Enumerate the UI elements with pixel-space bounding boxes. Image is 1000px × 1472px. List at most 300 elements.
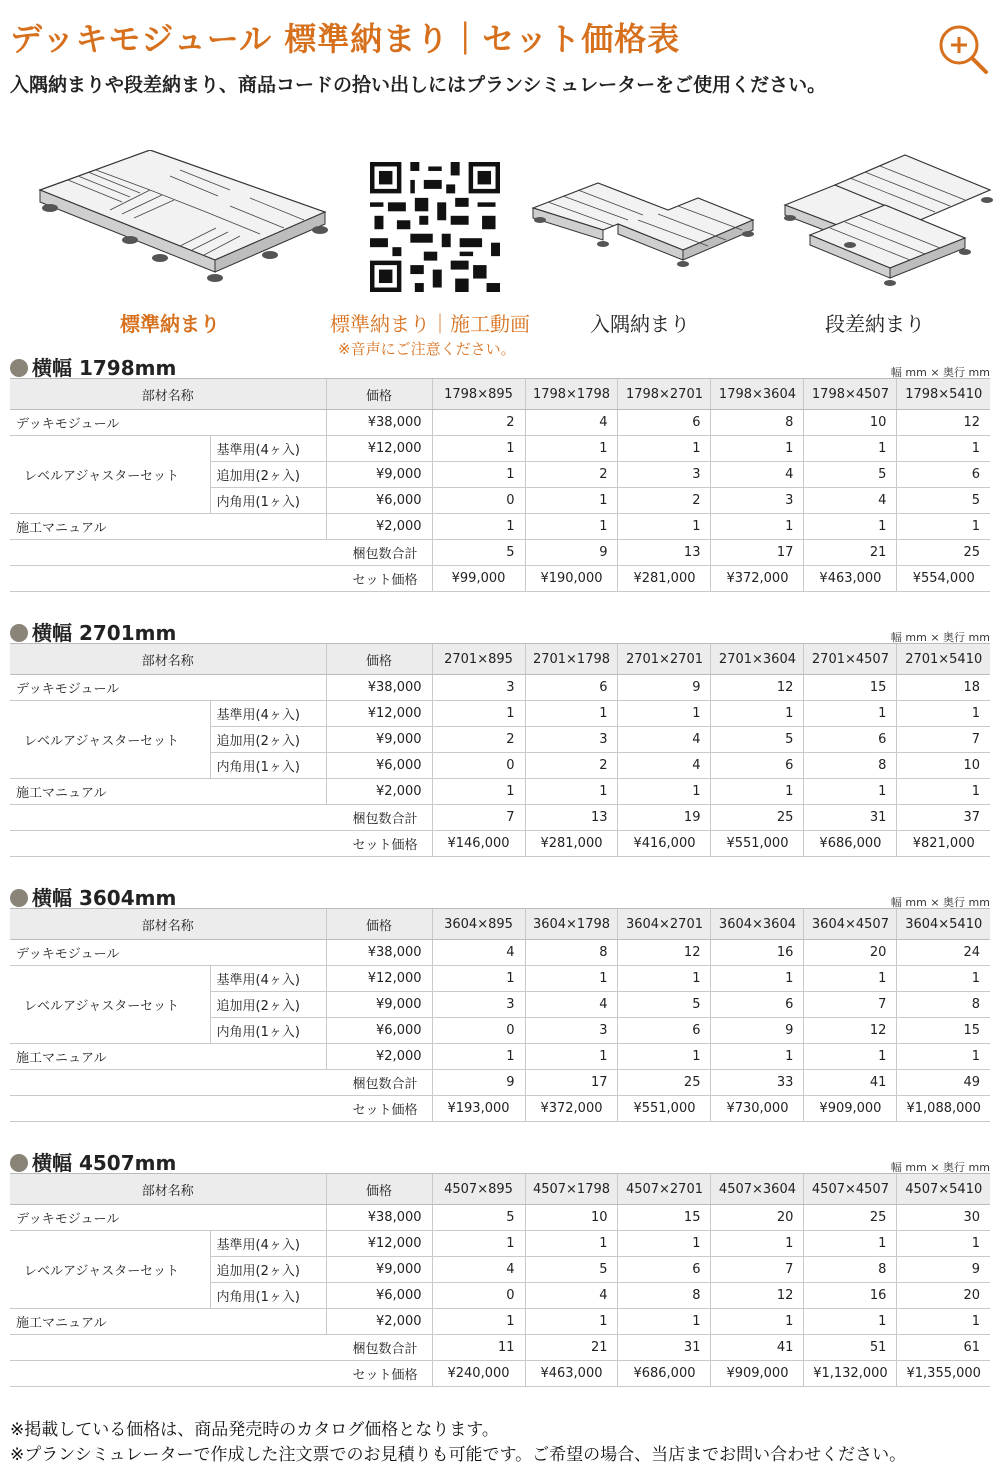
- col-name-header: 部材名称: [10, 644, 326, 675]
- deck-qty-cell: 30: [897, 1205, 990, 1231]
- deck-qty-cell: 2: [432, 410, 525, 436]
- table-row: [10, 1309, 990, 1335]
- add-qty-cell: 7: [804, 992, 897, 1018]
- inner-qty-cell: 0: [432, 1018, 525, 1044]
- inner-qty-cell: 4: [618, 753, 711, 779]
- col-price-header: 価格: [326, 909, 432, 940]
- std-qty-cell: 1: [618, 436, 711, 462]
- price-std: ¥12,000: [326, 966, 432, 992]
- std-qty-cell: 1: [525, 966, 618, 992]
- manual-qty-cell: 1: [804, 1044, 897, 1070]
- deck-qty-cell: 6: [525, 675, 618, 701]
- size-header: 4507×4507: [804, 1174, 897, 1205]
- deck-qty-cell: 3: [432, 675, 525, 701]
- table-header-row: [10, 1174, 990, 1205]
- size-header: 3604×5410: [897, 909, 990, 940]
- section-title: [10, 352, 176, 381]
- deck-qty-cell: 12: [711, 675, 804, 701]
- table-row: [10, 436, 990, 462]
- manual-qty-cell: 1: [711, 779, 804, 805]
- size-header: 2701×4507: [804, 644, 897, 675]
- row-label-std: 基準用(4ヶ入): [210, 436, 326, 462]
- table-row: [10, 831, 990, 857]
- deck-qty-cell: 18: [897, 675, 990, 701]
- price-deck: ¥38,000: [326, 1205, 432, 1231]
- row-label-set-price: セット価格: [326, 1361, 432, 1387]
- packages-qty-cell: 9: [525, 540, 618, 566]
- row-label-std: 基準用(4ヶ入): [210, 966, 326, 992]
- set_price-qty-cell: ¥686,000: [804, 831, 897, 857]
- unit-note: 幅 mm × 奥行 mm: [890, 1161, 990, 1174]
- std-qty-cell: 1: [804, 436, 897, 462]
- col-name-header: 部材名称: [10, 1174, 326, 1205]
- manual-qty-cell: 1: [897, 1044, 990, 1070]
- price-deck: ¥38,000: [326, 940, 432, 966]
- inner-qty-cell: 12: [711, 1283, 804, 1309]
- std-qty-cell: 1: [525, 436, 618, 462]
- deck-qty-cell: 8: [525, 940, 618, 966]
- add-qty-cell: 7: [711, 1257, 804, 1283]
- table-row: [10, 410, 990, 436]
- size-header: 1798×5410: [897, 379, 990, 410]
- price-inner: ¥6,000: [326, 1018, 432, 1044]
- add-qty-cell: 5: [525, 1257, 618, 1283]
- table-row: [10, 514, 990, 540]
- packages-qty-cell: 31: [804, 805, 897, 831]
- set_price-qty-cell: ¥1,132,000: [804, 1361, 897, 1387]
- table-row: [10, 1044, 990, 1070]
- set_price-qty-cell: ¥1,088,000: [897, 1096, 990, 1122]
- row-label-set-price: セット価格: [326, 831, 432, 857]
- row-label-inner: 内角用(1ヶ入): [210, 1018, 326, 1044]
- inner-qty-cell: 10: [897, 753, 990, 779]
- set_price-qty-cell: ¥99,000: [432, 566, 525, 592]
- add-qty-cell: 5: [711, 727, 804, 753]
- table-row: [10, 701, 990, 727]
- price-manual: ¥2,000: [326, 1309, 432, 1335]
- size-header: 2701×2701: [618, 644, 711, 675]
- size-header: 2701×1798: [525, 644, 618, 675]
- packages-qty-cell: 41: [804, 1070, 897, 1096]
- manual-qty-cell: 1: [711, 1309, 804, 1335]
- std-qty-cell: 1: [897, 1231, 990, 1257]
- inner-qty-cell: 3: [525, 1018, 618, 1044]
- inner-qty-cell: 8: [618, 1283, 711, 1309]
- add-qty-cell: 1: [432, 462, 525, 488]
- std-qty-cell: 1: [804, 1231, 897, 1257]
- set_price-qty-cell: ¥416,000: [618, 831, 711, 857]
- row-label-adjuster: レベルアジャスターセット: [10, 436, 210, 514]
- section-title-text: 横幅 3604mm: [32, 886, 177, 910]
- std-qty-cell: 1: [897, 966, 990, 992]
- size-header: 2701×5410: [897, 644, 990, 675]
- add-qty-cell: 3: [432, 992, 525, 1018]
- section-title: [10, 617, 176, 646]
- manual-qty-cell: 1: [525, 514, 618, 540]
- packages-qty-cell: 49: [897, 1070, 990, 1096]
- set_price-qty-cell: ¥463,000: [804, 566, 897, 592]
- table-row: [10, 1231, 990, 1257]
- inner-qty-cell: 6: [618, 1018, 711, 1044]
- packages-qty-cell: 41: [711, 1335, 804, 1361]
- col-price-header: 価格: [326, 644, 432, 675]
- zoom-in-icon[interactable]: [936, 22, 990, 76]
- add-qty-cell: 2: [525, 462, 618, 488]
- add-qty-cell: 6: [618, 1257, 711, 1283]
- table-header-row: [10, 644, 990, 675]
- std-qty-cell: 1: [525, 1231, 618, 1257]
- std-qty-cell: 1: [432, 436, 525, 462]
- row-label-deck: デッキモジュール: [10, 410, 326, 436]
- packages-qty-cell: 31: [618, 1335, 711, 1361]
- packages-qty-cell: 13: [618, 540, 711, 566]
- set_price-qty-cell: ¥821,000: [897, 831, 990, 857]
- set_price-qty-cell: ¥909,000: [804, 1096, 897, 1122]
- manual-qty-cell: 1: [804, 1309, 897, 1335]
- row-label-set-price: セット価格: [326, 566, 432, 592]
- packages-qty-cell: 61: [897, 1335, 990, 1361]
- inner-qty-cell: 16: [804, 1283, 897, 1309]
- packages-qty-cell: 25: [897, 540, 990, 566]
- table-row: [10, 675, 990, 701]
- std-qty-cell: 1: [897, 701, 990, 727]
- packages-qty-cell: 5: [432, 540, 525, 566]
- price-add: ¥9,000: [326, 727, 432, 753]
- table-row: [10, 540, 990, 566]
- inner-qty-cell: 0: [432, 1283, 525, 1309]
- col-name-header: 部材名称: [10, 379, 326, 410]
- row-label-std: 基準用(4ヶ入): [210, 1231, 326, 1257]
- table-header-row: [10, 909, 990, 940]
- standard-deck-illustration: [30, 150, 330, 300]
- packages-qty-cell: 7: [432, 805, 525, 831]
- manual-qty-cell: 1: [804, 779, 897, 805]
- add-qty-cell: 3: [525, 727, 618, 753]
- price-add: ¥9,000: [326, 1257, 432, 1283]
- add-qty-cell: 7: [897, 727, 990, 753]
- set_price-qty-cell: ¥372,000: [525, 1096, 618, 1122]
- row-label-manual: 施工マニュアル: [10, 514, 326, 540]
- add-qty-cell: 9: [897, 1257, 990, 1283]
- inner-qty-cell: 12: [804, 1018, 897, 1044]
- bullet-dot-icon: [10, 1154, 28, 1172]
- add-qty-cell: 6: [804, 727, 897, 753]
- std-qty-cell: 1: [711, 701, 804, 727]
- set_price-qty-cell: ¥551,000: [711, 831, 804, 857]
- add-qty-cell: 8: [897, 992, 990, 1018]
- manual-qty-cell: 1: [618, 1044, 711, 1070]
- row-label-inner: 内角用(1ヶ入): [210, 753, 326, 779]
- deck-qty-cell: 20: [804, 940, 897, 966]
- price-add: ¥9,000: [326, 992, 432, 1018]
- price-inner: ¥6,000: [326, 1283, 432, 1309]
- add-qty-cell: 6: [897, 462, 990, 488]
- set_price-qty-cell: ¥372,000: [711, 566, 804, 592]
- table-row: [10, 1361, 990, 1387]
- size-header: 3604×895: [432, 909, 525, 940]
- std-qty-cell: 1: [618, 966, 711, 992]
- price-deck: ¥38,000: [326, 675, 432, 701]
- manual-qty-cell: 1: [432, 514, 525, 540]
- deck-qty-cell: 5: [432, 1205, 525, 1231]
- inside-corner-caption: 入隅納まり: [590, 312, 690, 336]
- row-label-add: 追加用(2ヶ入): [210, 462, 326, 488]
- col-name-header: 部材名称: [10, 909, 326, 940]
- row-label-set-price: セット価格: [326, 1096, 432, 1122]
- std-qty-cell: 1: [711, 1231, 804, 1257]
- deck-qty-cell: 6: [618, 410, 711, 436]
- std-qty-cell: 1: [432, 966, 525, 992]
- add-qty-cell: 4: [711, 462, 804, 488]
- deck-qty-cell: 9: [618, 675, 711, 701]
- deck-qty-cell: 16: [711, 940, 804, 966]
- size-header: 4507×2701: [618, 1174, 711, 1205]
- table-row: [10, 1070, 990, 1096]
- manual-qty-cell: 1: [432, 1044, 525, 1070]
- manual-qty-cell: 1: [804, 514, 897, 540]
- std-qty-cell: 1: [618, 701, 711, 727]
- packages-qty-cell: 17: [525, 1070, 618, 1096]
- inner-qty-cell: 1: [525, 488, 618, 514]
- price-section: [10, 882, 990, 1122]
- set_price-qty-cell: ¥281,000: [618, 566, 711, 592]
- row-label-packages: 梱包数合計: [326, 1335, 432, 1361]
- std-qty-cell: 1: [897, 436, 990, 462]
- price-std: ¥12,000: [326, 436, 432, 462]
- set_price-qty-cell: ¥551,000: [618, 1096, 711, 1122]
- set_price-qty-cell: ¥281,000: [525, 831, 618, 857]
- row-label-packages: 梱包数合計: [326, 805, 432, 831]
- page-subtitle: 入隅納まりや段差納まり、商品コードの拾い出しにはプランシミュレーターをご使用ください。: [10, 74, 827, 96]
- deck-qty-cell: 24: [897, 940, 990, 966]
- deck-qty-cell: 12: [897, 410, 990, 436]
- size-header: 1798×895: [432, 379, 525, 410]
- inner-qty-cell: 0: [432, 488, 525, 514]
- table-row: [10, 940, 990, 966]
- manual-qty-cell: 1: [618, 1309, 711, 1335]
- size-header: 1798×4507: [804, 379, 897, 410]
- inner-qty-cell: 15: [897, 1018, 990, 1044]
- inner-qty-cell: 2: [618, 488, 711, 514]
- manual-qty-cell: 1: [525, 1309, 618, 1335]
- row-label-add: 追加用(2ヶ入): [210, 992, 326, 1018]
- price-add: ¥9,000: [326, 462, 432, 488]
- std-qty-cell: 1: [432, 1231, 525, 1257]
- manual-qty-cell: 1: [897, 514, 990, 540]
- row-label-deck: デッキモジュール: [10, 940, 326, 966]
- row-label-manual: 施工マニュアル: [10, 779, 326, 805]
- add-qty-cell: 5: [804, 462, 897, 488]
- table-row: [10, 566, 990, 592]
- add-qty-cell: 5: [618, 992, 711, 1018]
- size-header: 3604×4507: [804, 909, 897, 940]
- inner-qty-cell: 4: [525, 1283, 618, 1309]
- size-header: 4507×3604: [711, 1174, 804, 1205]
- price-std: ¥12,000: [326, 1231, 432, 1257]
- table-row: [10, 805, 990, 831]
- price-section: [10, 617, 990, 857]
- set_price-qty-cell: ¥730,000: [711, 1096, 804, 1122]
- section-title: [10, 1147, 176, 1176]
- price-inner: ¥6,000: [326, 488, 432, 514]
- std-qty-cell: 1: [525, 701, 618, 727]
- add-qty-cell: 8: [804, 1257, 897, 1283]
- row-label-add: 追加用(2ヶ入): [210, 727, 326, 753]
- inner-qty-cell: 8: [804, 753, 897, 779]
- std-qty-cell: 1: [432, 701, 525, 727]
- section-title-text: 横幅 1798mm: [32, 356, 177, 380]
- size-header: 2701×3604: [711, 644, 804, 675]
- size-header: 1798×3604: [711, 379, 804, 410]
- set_price-qty-cell: ¥1,355,000: [897, 1361, 990, 1387]
- inside-corner-illustration: [528, 168, 758, 278]
- table-row: [10, 966, 990, 992]
- table-row: [10, 779, 990, 805]
- section-title: [10, 882, 176, 911]
- set_price-qty-cell: ¥554,000: [897, 566, 990, 592]
- section-title-text: 横幅 2701mm: [32, 621, 177, 645]
- deck-qty-cell: 4: [525, 410, 618, 436]
- manual-qty-cell: 1: [525, 779, 618, 805]
- size-header: 1798×2701: [618, 379, 711, 410]
- deck-qty-cell: 25: [804, 1205, 897, 1231]
- deck-qty-cell: 15: [804, 675, 897, 701]
- price-table: [10, 1173, 990, 1387]
- table-row: [10, 1205, 990, 1231]
- step-illustration: [765, 150, 995, 290]
- add-qty-cell: 3: [618, 462, 711, 488]
- manual-qty-cell: 1: [897, 1309, 990, 1335]
- set_price-qty-cell: ¥146,000: [432, 831, 525, 857]
- deck-qty-cell: 10: [525, 1205, 618, 1231]
- footer-note-1: ※掲載している価格は、商品発売時のカタログ価格となります。: [10, 1420, 499, 1440]
- price-deck: ¥38,000: [326, 410, 432, 436]
- inner-qty-cell: 9: [711, 1018, 804, 1044]
- add-qty-cell: 4: [618, 727, 711, 753]
- hero-illustrations: [0, 150, 1000, 360]
- manual-qty-cell: 1: [525, 1044, 618, 1070]
- std-qty-cell: 1: [711, 436, 804, 462]
- manual-qty-cell: 1: [711, 1044, 804, 1070]
- bullet-dot-icon: [10, 889, 28, 907]
- inner-qty-cell: 2: [525, 753, 618, 779]
- deck-qty-cell: 8: [711, 410, 804, 436]
- std-qty-cell: 1: [711, 966, 804, 992]
- packages-qty-cell: 11: [432, 1335, 525, 1361]
- packages-qty-cell: 13: [525, 805, 618, 831]
- std-qty-cell: 1: [618, 1231, 711, 1257]
- size-header: 4507×1798: [525, 1174, 618, 1205]
- qr-code[interactable]: [370, 162, 500, 292]
- size-header: 3604×1798: [525, 909, 618, 940]
- deck-qty-cell: 20: [711, 1205, 804, 1231]
- price-manual: ¥2,000: [326, 514, 432, 540]
- packages-qty-cell: 25: [618, 1070, 711, 1096]
- deck-qty-cell: 10: [804, 410, 897, 436]
- std-qty-cell: 1: [804, 966, 897, 992]
- price-table: [10, 908, 990, 1122]
- row-label-adjuster: レベルアジャスターセット: [10, 1231, 210, 1309]
- std-qty-cell: 1: [804, 701, 897, 727]
- unit-note: 幅 mm × 奥行 mm: [890, 631, 990, 644]
- price-table: [10, 378, 990, 592]
- table-row: [10, 1335, 990, 1361]
- inner-qty-cell: 5: [897, 488, 990, 514]
- table-header-row: [10, 379, 990, 410]
- manual-qty-cell: 1: [711, 514, 804, 540]
- inner-qty-cell: 0: [432, 753, 525, 779]
- inner-qty-cell: 6: [711, 753, 804, 779]
- size-header: 2701×895: [432, 644, 525, 675]
- set_price-qty-cell: ¥463,000: [525, 1361, 618, 1387]
- section-title-text: 横幅 4507mm: [32, 1151, 177, 1175]
- row-label-deck: デッキモジュール: [10, 1205, 326, 1231]
- size-header: 4507×5410: [897, 1174, 990, 1205]
- bullet-dot-icon: [10, 359, 28, 377]
- inner-qty-cell: 3: [711, 488, 804, 514]
- manual-qty-cell: 1: [618, 514, 711, 540]
- size-header: 4507×895: [432, 1174, 525, 1205]
- row-label-packages: 梱包数合計: [326, 540, 432, 566]
- set_price-qty-cell: ¥190,000: [525, 566, 618, 592]
- manual-qty-cell: 1: [897, 779, 990, 805]
- unit-note: 幅 mm × 奥行 mm: [890, 896, 990, 909]
- row-label-packages: 梱包数合計: [326, 1070, 432, 1096]
- deck-qty-cell: 15: [618, 1205, 711, 1231]
- add-qty-cell: 2: [432, 727, 525, 753]
- packages-qty-cell: 9: [432, 1070, 525, 1096]
- standard-caption: 標準納まり: [120, 312, 220, 336]
- video-caption-link[interactable]: 標準納まり｜施工動画: [330, 312, 530, 336]
- deck-qty-cell: 12: [618, 940, 711, 966]
- set_price-qty-cell: ¥686,000: [618, 1361, 711, 1387]
- row-label-manual: 施工マニュアル: [10, 1044, 326, 1070]
- row-label-inner: 内角用(1ヶ入): [210, 1283, 326, 1309]
- set_price-qty-cell: ¥240,000: [432, 1361, 525, 1387]
- col-price-header: 価格: [326, 379, 432, 410]
- row-label-inner: 内角用(1ヶ入): [210, 488, 326, 514]
- footer-note-2: ※プランシミュレーターで作成した注文票でのお見積りも可能です。ご希望の場合、当店までお問い合わせください。: [10, 1445, 907, 1465]
- unit-note: 幅 mm × 奥行 mm: [890, 366, 990, 379]
- inner-qty-cell: 4: [804, 488, 897, 514]
- price-std: ¥12,000: [326, 701, 432, 727]
- manual-qty-cell: 1: [618, 779, 711, 805]
- price-manual: ¥2,000: [326, 779, 432, 805]
- packages-qty-cell: 33: [711, 1070, 804, 1096]
- add-qty-cell: 4: [432, 1257, 525, 1283]
- packages-qty-cell: 19: [618, 805, 711, 831]
- manual-qty-cell: 1: [432, 1309, 525, 1335]
- packages-qty-cell: 21: [525, 1335, 618, 1361]
- add-qty-cell: 6: [711, 992, 804, 1018]
- inner-qty-cell: 20: [897, 1283, 990, 1309]
- packages-qty-cell: 37: [897, 805, 990, 831]
- row-label-adjuster: レベルアジャスターセット: [10, 966, 210, 1044]
- page-title: デッキモジュール 標準納まり｜セット価格表: [10, 20, 681, 58]
- size-header: 3604×3604: [711, 909, 804, 940]
- price-inner: ¥6,000: [326, 753, 432, 779]
- packages-qty-cell: 51: [804, 1335, 897, 1361]
- row-label-adjuster: レベルアジャスターセット: [10, 701, 210, 779]
- price-section: [10, 352, 990, 592]
- size-header: 1798×1798: [525, 379, 618, 410]
- row-label-manual: 施工マニュアル: [10, 1309, 326, 1335]
- price-table: [10, 643, 990, 857]
- row-label-deck: デッキモジュール: [10, 675, 326, 701]
- packages-qty-cell: 21: [804, 540, 897, 566]
- bullet-dot-icon: [10, 624, 28, 642]
- row-label-add: 追加用(2ヶ入): [210, 1257, 326, 1283]
